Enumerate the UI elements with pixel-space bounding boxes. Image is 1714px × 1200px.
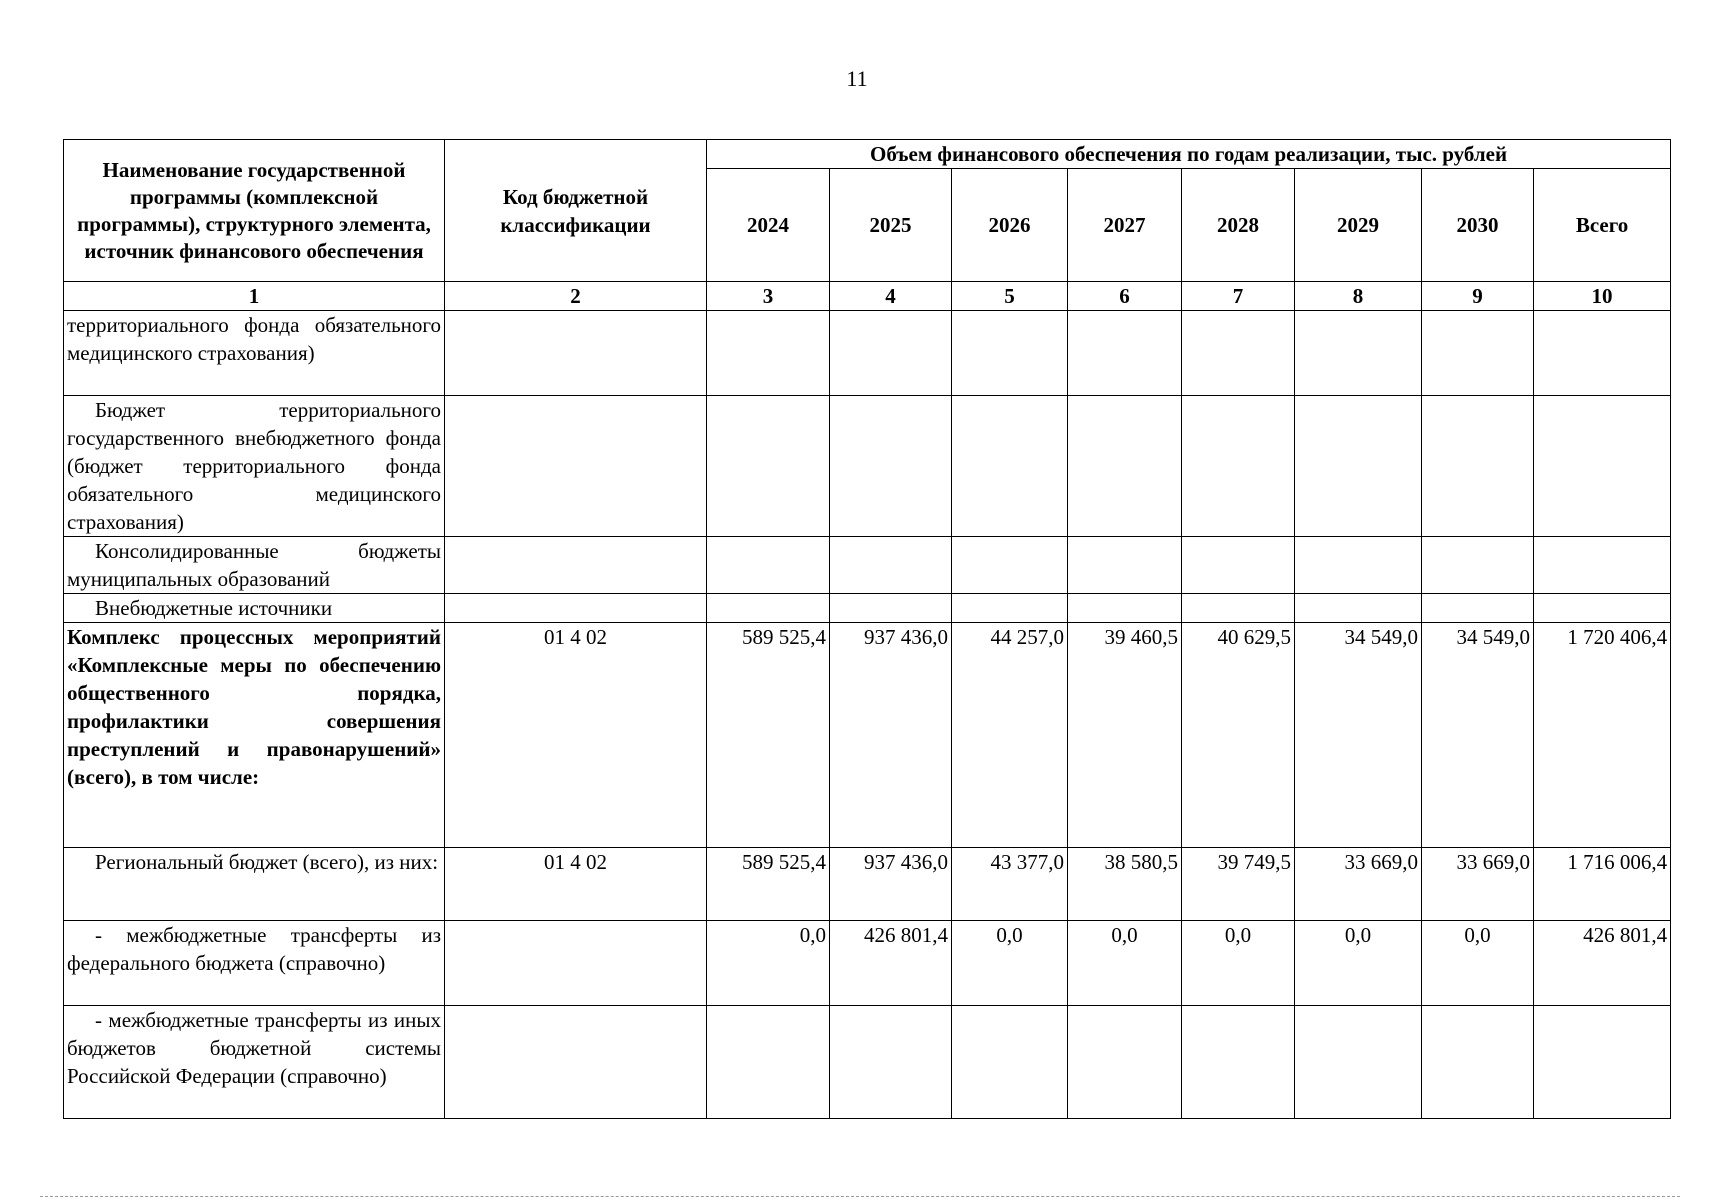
row-code: 01 4 02 — [445, 623, 707, 848]
table-row — [64, 848, 1671, 921]
column-number: 2 — [445, 282, 707, 311]
row-value — [707, 396, 830, 537]
footer-divider — [40, 1196, 1680, 1197]
year-header: 2027 — [1068, 169, 1182, 282]
total-header: Всего — [1534, 169, 1671, 282]
header-name: Наименование государственной программы (комплексной программы), структурного элемента, источник финансового обеспечения — [64, 140, 445, 282]
header-volume: Объем финансового обеспечения по годам реализации, тыс. рублей — [707, 140, 1671, 169]
row-name: Бюджет территориального государственного внебюджетного фонда (бюджет территориального фонда обязательного медицинского страхования) — [64, 396, 445, 537]
table-row — [64, 623, 1671, 848]
column-number: 8 — [1295, 282, 1422, 311]
row-value: 33 669,0 — [1295, 848, 1422, 921]
row-name: - межбюджетные трансферты из федерального бюджета (справочно) — [64, 921, 445, 1006]
row-value: 0,0 — [707, 921, 830, 1006]
row-value — [1534, 396, 1671, 537]
year-header: 2026 — [952, 169, 1068, 282]
column-number: 3 — [707, 282, 830, 311]
row-value — [707, 594, 830, 623]
row-value — [830, 396, 952, 537]
year-header: 2028 — [1182, 169, 1295, 282]
row-value: 38 580,5 — [1068, 848, 1182, 921]
column-number: 1 — [64, 282, 445, 311]
row-value: 1 720 406,4 — [1534, 623, 1671, 848]
row-value: 589 525,4 — [707, 848, 830, 921]
row-value — [1295, 396, 1422, 537]
row-value: 589 525,4 — [707, 623, 830, 848]
row-value — [830, 537, 952, 594]
table-row — [64, 396, 1671, 537]
row-value: 0,0 — [1422, 921, 1534, 1006]
row-value — [707, 311, 830, 396]
column-number: 7 — [1182, 282, 1295, 311]
row-name: Консолидированные бюджеты муниципальных образований — [64, 537, 445, 594]
row-value: 34 549,0 — [1295, 623, 1422, 848]
row-value — [1534, 1006, 1671, 1119]
column-number: 10 — [1534, 282, 1671, 311]
row-value — [1068, 1006, 1182, 1119]
row-code — [445, 921, 707, 1006]
row-value: 33 669,0 — [1422, 848, 1534, 921]
year-header: 2025 — [830, 169, 952, 282]
row-value — [1422, 594, 1534, 623]
row-value — [1295, 537, 1422, 594]
row-value — [707, 537, 830, 594]
header-row-1 — [64, 140, 1671, 169]
row-value: 44 257,0 — [952, 623, 1068, 848]
table-row — [64, 1006, 1671, 1119]
table-row — [64, 537, 1671, 594]
row-value — [952, 396, 1068, 537]
row-name: Региональный бюджет (всего), из них: — [64, 848, 445, 921]
row-value: 34 549,0 — [1422, 623, 1534, 848]
column-number: 5 — [952, 282, 1068, 311]
row-value — [952, 311, 1068, 396]
financing-table — [63, 139, 1671, 1119]
table-row — [64, 594, 1671, 623]
row-value — [1068, 594, 1182, 623]
row-code: 01 4 02 — [445, 848, 707, 921]
row-value: 39 460,5 — [1068, 623, 1182, 848]
row-value: 0,0 — [952, 921, 1068, 1006]
row-value — [1182, 537, 1295, 594]
row-name: Комплекс процессных мероприятий «Комплексные меры по обеспечению общественного порядка, профилактики совершения преступлений и правонарушений» (всего), в том числе: — [64, 623, 445, 848]
row-value: 1 716 006,4 — [1534, 848, 1671, 921]
header-code: Код бюджетной классификации — [445, 140, 707, 282]
row-code — [445, 396, 707, 537]
row-value — [952, 1006, 1068, 1119]
row-code — [445, 1006, 707, 1119]
row-value: 0,0 — [1182, 921, 1295, 1006]
row-value: 39 749,5 — [1182, 848, 1295, 921]
row-value — [1182, 311, 1295, 396]
row-code — [445, 537, 707, 594]
row-value — [1295, 594, 1422, 623]
year-header: 2024 — [707, 169, 830, 282]
row-name: территориального фонда обязательного медицинского страхования) — [64, 311, 445, 396]
table-row — [64, 311, 1671, 396]
row-value — [952, 537, 1068, 594]
row-value: 937 436,0 — [830, 848, 952, 921]
row-value — [1182, 396, 1295, 537]
row-value: 40 629,5 — [1182, 623, 1295, 848]
year-header: 2029 — [1295, 169, 1422, 282]
table-row — [64, 921, 1671, 1006]
row-value — [1182, 594, 1295, 623]
row-value — [1422, 1006, 1534, 1119]
row-value — [952, 594, 1068, 623]
row-value — [1422, 537, 1534, 594]
row-value — [830, 594, 952, 623]
page-number: 11 — [846, 66, 868, 91]
row-value — [707, 1006, 830, 1119]
row-value — [1534, 537, 1671, 594]
row-value — [1068, 396, 1182, 537]
row-code — [445, 594, 707, 623]
year-header: 2030 — [1422, 169, 1534, 282]
row-value — [1534, 594, 1671, 623]
row-value — [1295, 311, 1422, 396]
column-numbers-row — [64, 282, 1671, 311]
row-value — [1068, 537, 1182, 594]
row-value — [830, 311, 952, 396]
row-value — [830, 1006, 952, 1119]
row-value — [1422, 311, 1534, 396]
row-value: 937 436,0 — [830, 623, 952, 848]
row-value: 0,0 — [1295, 921, 1422, 1006]
row-value — [1068, 311, 1182, 396]
row-value — [1295, 1006, 1422, 1119]
row-code — [445, 311, 707, 396]
row-value: 0,0 — [1068, 921, 1182, 1006]
row-value — [1534, 311, 1671, 396]
row-name: Внебюджетные источники — [64, 594, 445, 623]
row-name: - межбюджетные трансферты из иных бюджетов бюджетной системы Российской Федерации (справочно) — [64, 1006, 445, 1119]
row-value — [1422, 396, 1534, 537]
row-value: 43 377,0 — [952, 848, 1068, 921]
row-value — [1182, 1006, 1295, 1119]
column-number: 9 — [1422, 282, 1534, 311]
column-number: 4 — [830, 282, 952, 311]
row-value: 426 801,4 — [830, 921, 952, 1006]
column-number: 6 — [1068, 282, 1182, 311]
row-value: 426 801,4 — [1534, 921, 1671, 1006]
